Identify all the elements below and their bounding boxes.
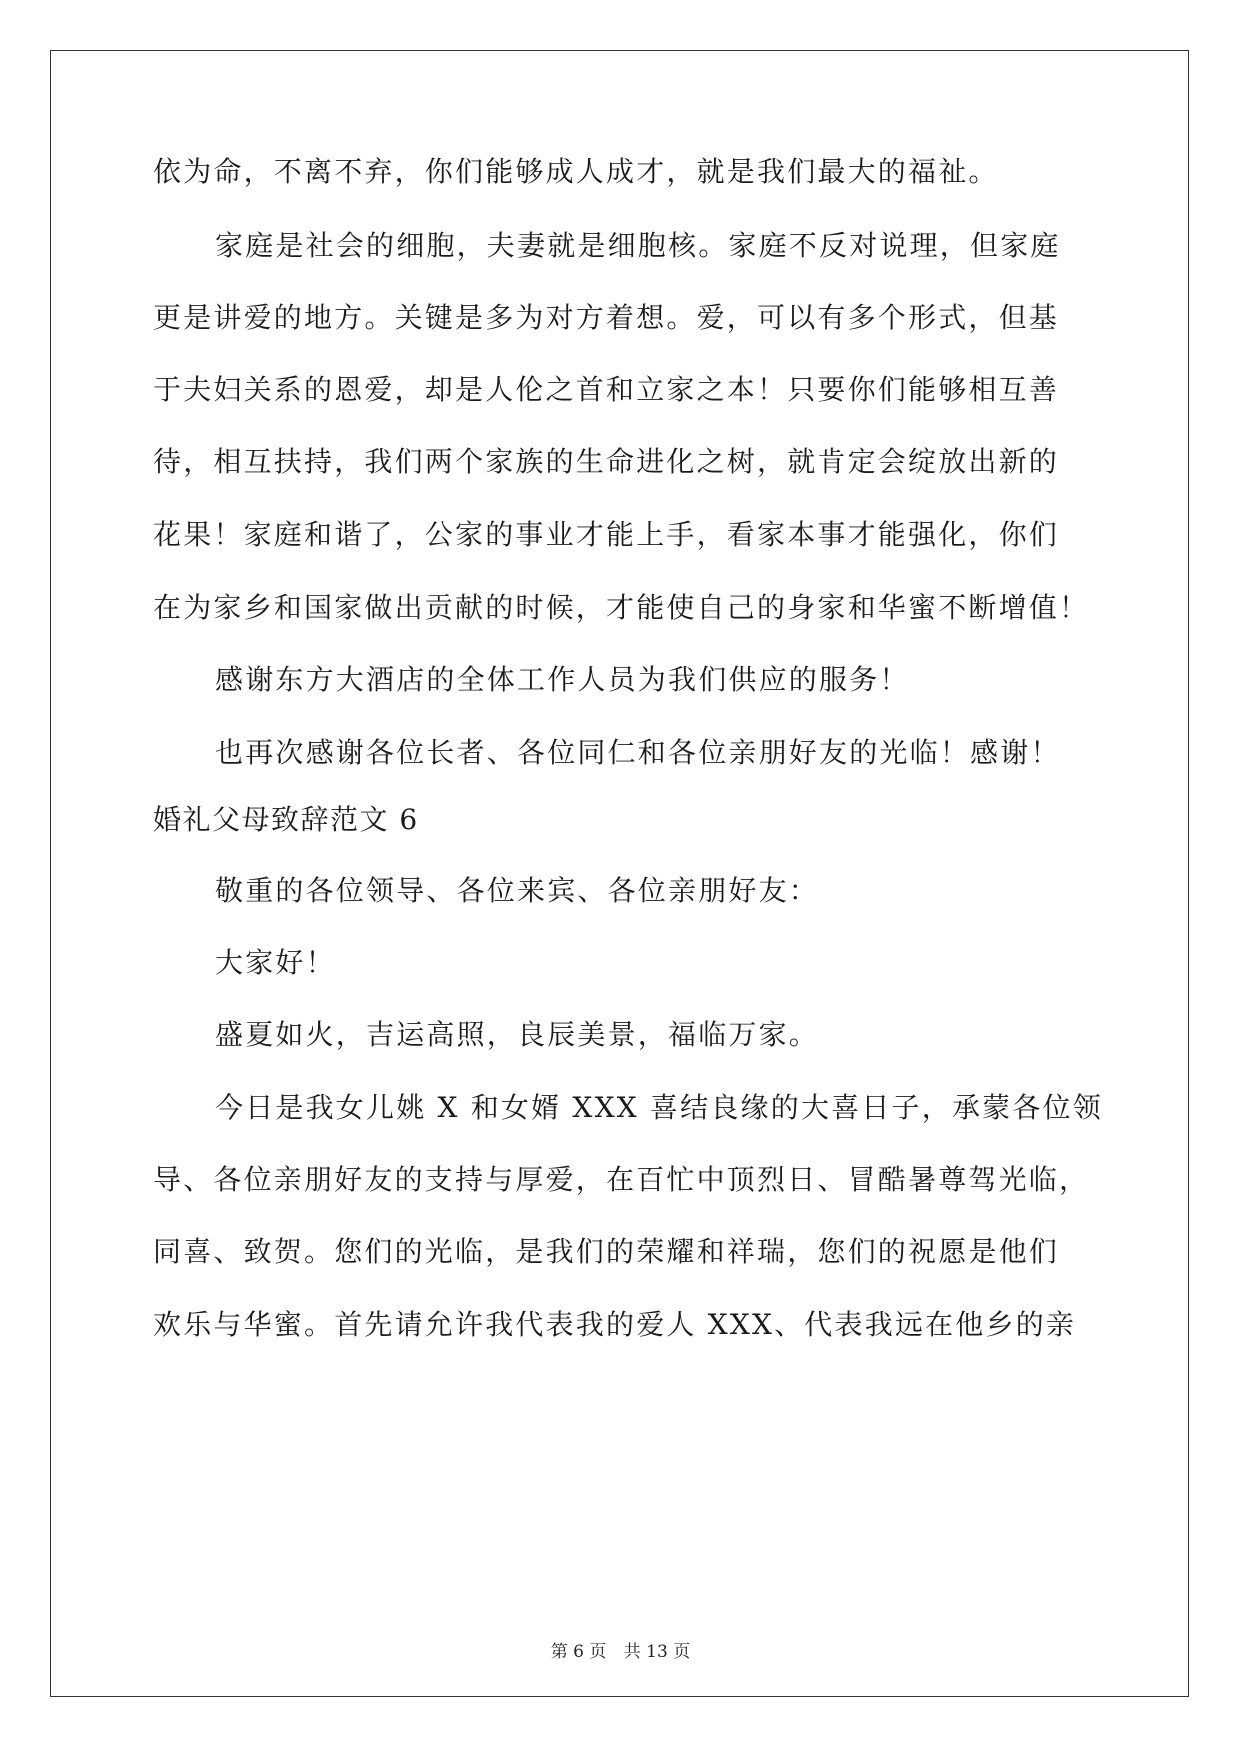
body-line: 欢乐与华蜜。首先请允许我代表我的爱人 XXX、代表我远在他乡的亲 — [153, 1308, 1077, 1341]
paragraph-line: 也再次感谢各位长者、各位同仁和各位亲朋好友的光临！感谢！ — [215, 736, 1061, 769]
body-line: 花果！家庭和谐了，公家的事业才能上手，看家本事才能强化，你们 — [153, 518, 1060, 551]
paragraph-line: 今日是我女儿姚 X 和女婿 XXX 喜结良缘的大喜日子，承蒙各位领 — [215, 1091, 1103, 1124]
body-line: 导、各位亲朋好友的支持与厚爱，在百忙中顶烈日、冒酷暑尊驾光临， — [153, 1163, 1090, 1196]
body-line: 在为家乡和国家做出贡献的时候，才能使自己的身家和华蜜不断增值！ — [153, 591, 1090, 624]
paragraph-line: 盛夏如火，吉运高照，良辰美景，福临万家。 — [215, 1018, 820, 1051]
body-line: 依为命，不离不弃，你们能够成人成才，就是我们最大的福祉。 — [153, 155, 999, 188]
section-heading: 婚礼父母致辞范文 6 — [153, 803, 419, 836]
page-footer — [0, 1640, 1241, 1664]
paragraph-line: 家庭是社会的细胞，夫妻就是细胞核。家庭不反对说理，但家庭 — [215, 229, 1061, 262]
body-line: 待，相互扶持，我们两个家族的生命进化之树，就肯定会绽放出新的 — [153, 445, 1060, 478]
body-line: 更是讲爱的地方。关键是多为对方着想。爱，可以有多个形式，但基 — [153, 301, 1060, 334]
page-total: 共 13 页 — [623, 1642, 691, 1662]
body-line: 同喜、致贺。您们的光临，是我们的荣耀和祥瑞，您们的祝愿是他们 — [153, 1235, 1060, 1268]
paragraph-line: 感谢东方大酒店的全体工作人员为我们供应的服务！ — [215, 663, 910, 696]
page-number: 第 6 页 — [550, 1642, 607, 1662]
body-line: 于夫妇关系的恩爱，却是人伦之首和立家之本！只要你们能够相互善 — [153, 373, 1060, 406]
paragraph-line: 敬重的各位领导、各位来宾、各位亲朋好友： — [215, 874, 820, 907]
paragraph-line: 大家好！ — [215, 946, 336, 979]
